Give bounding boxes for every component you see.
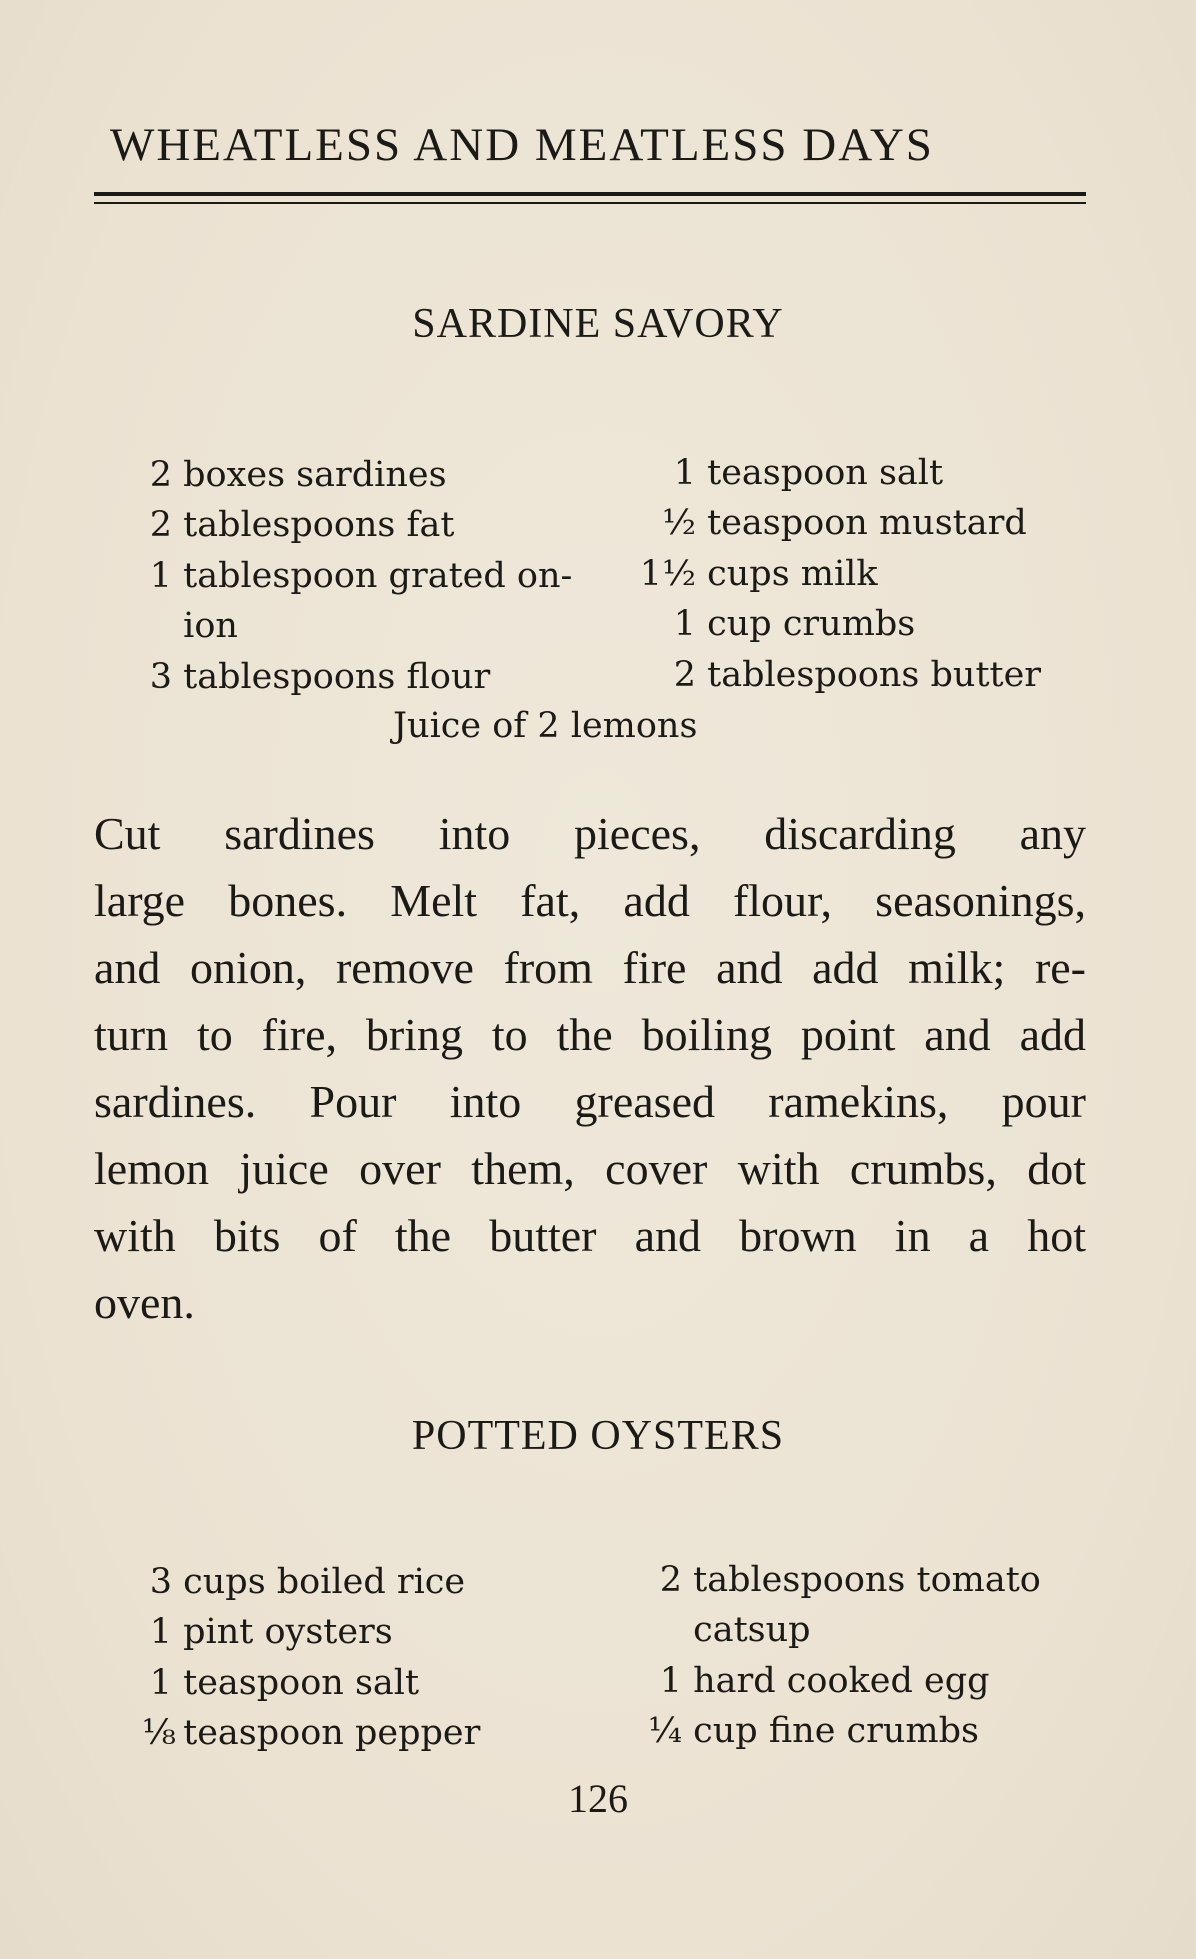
ingredient-right-4: ¼ cup fine crumbs (648, 1711, 979, 1751)
directions-line: oven. (94, 1277, 195, 1328)
ingredient-left-1: 3 cups boiled rice (149, 1562, 466, 1602)
ingredient-left-5: 3 tablespoons flour (149, 657, 491, 697)
ingredient-right-5: 2 tablespoons butter (673, 655, 1042, 695)
ingredient-center: Juice of 2 lemons (393, 706, 698, 746)
ingredient-left-3: 1 tablespoon grated on- (149, 556, 573, 596)
ingredient-left-4: ion (183, 606, 238, 646)
recipe-title-sardine-savory: SARDINE SAVORY (412, 301, 784, 347)
directions-line: Cut sardines into pieces, discarding any (94, 808, 1086, 859)
ingredient-right-2: ½ teaspoon mustard (662, 503, 1027, 543)
running-head: WHEATLESS AND MEATLESS DAYS (110, 119, 934, 171)
ingredient-right-3: 1½ cups milk (639, 554, 878, 594)
ingredient-right-4: 1 cup crumbs (673, 604, 916, 644)
directions-line: with bits of the butter and brown in a hot (94, 1210, 1086, 1261)
ingredient-right-2: catsup (693, 1610, 811, 1650)
directions-line: and onion, remove from fire and add milk; re- (94, 942, 1086, 993)
header-rule-thick (94, 192, 1086, 196)
ingredient-left-1: 2 boxes sardines (149, 455, 447, 495)
ingredient-left-2: 2 tablespoons fat (149, 505, 455, 545)
recipe-title-potted-oysters: POTTED OYSTERS (411, 1413, 785, 1459)
directions-line: turn to fire, bring to the boiling point and add (94, 1009, 1086, 1060)
ingredient-left-3: 1 teaspoon salt (149, 1663, 420, 1703)
directions-line: large bones. Melt fat, add flour, seasonings, (94, 875, 1086, 926)
ingredient-right-1: 2 tablespoons tomato (659, 1560, 1041, 1600)
ingredient-left-4: ⅛ teaspoon pepper (142, 1713, 481, 1753)
recipe-directions (94, 800, 1086, 1336)
ingredient-left-2: 1 pint oysters (149, 1612, 393, 1652)
header-rule-thin (94, 202, 1086, 204)
directions-line: lemon juice over them, cover with crumbs, dot (94, 1143, 1086, 1194)
ingredient-right-1: 1 teaspoon salt (673, 453, 944, 493)
ingredient-right-3: 1 hard cooked egg (659, 1661, 990, 1701)
directions-line: sardines. Pour into greased ramekins, pour (94, 1076, 1086, 1127)
page-number: 126 (568, 1776, 628, 1821)
